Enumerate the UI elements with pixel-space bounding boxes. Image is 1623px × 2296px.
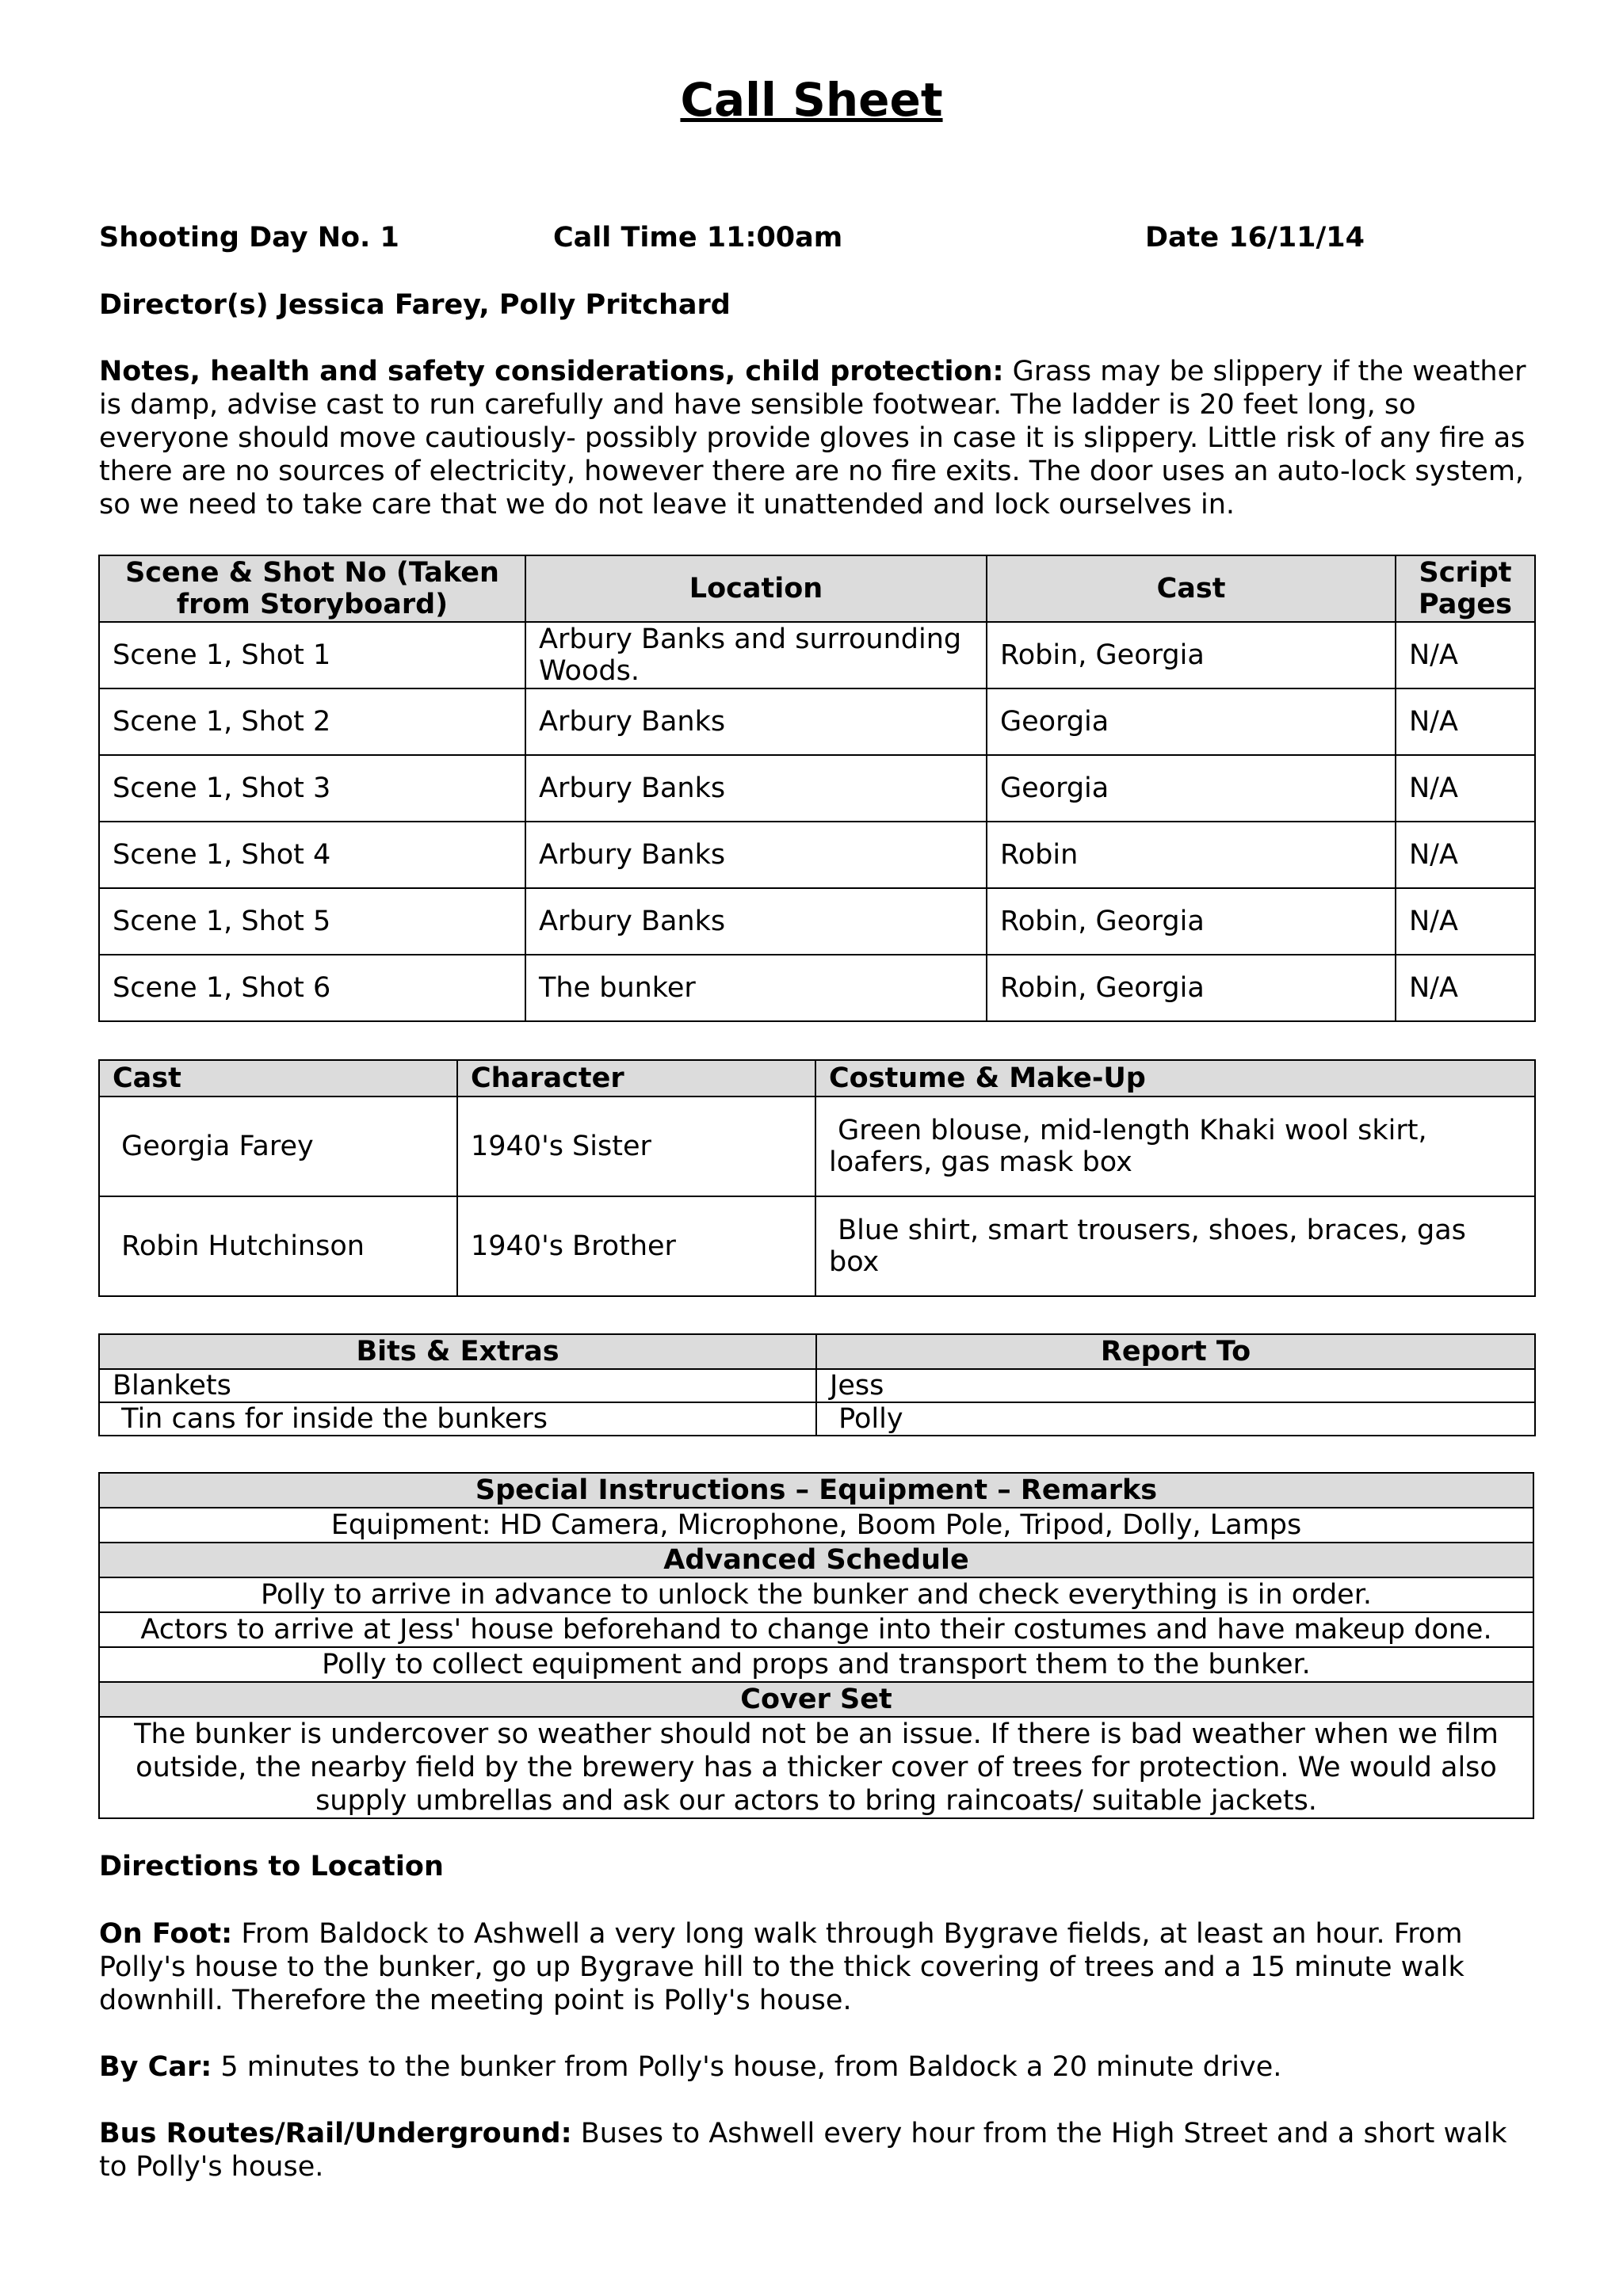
scene-location: Arbury Banks and surrounding Woods. bbox=[525, 622, 987, 688]
scene-shot: Scene 1, Shot 1 bbox=[99, 622, 525, 688]
scenes-header-shot: Scene & Shot No (Taken from Storyboard) bbox=[99, 555, 525, 622]
table-row bbox=[99, 1369, 1535, 1402]
directors: Director(s) Jessica Farey, Polly Pritchard bbox=[99, 289, 731, 321]
table-row bbox=[99, 822, 1535, 888]
cast-header-row bbox=[99, 1060, 1535, 1097]
scene-cast: Georgia bbox=[987, 755, 1396, 822]
cast-costume: Green blouse, mid-length Khaki wool skirt, loafers, gas mask box bbox=[815, 1097, 1535, 1196]
scene-cast: Robin, Georgia bbox=[987, 888, 1396, 955]
on-foot-text: From Baldock to Ashwell a very long walk through Bygrave fields, at least an hour. From Polly's house to the bunker, go up Bygrave hill to the thick covering of trees and a 15 minute walk downhill. Therefore the meeting point is Polly's house. bbox=[99, 1918, 1465, 2016]
scene-shot: Scene 1, Shot 5 bbox=[99, 888, 525, 955]
scene-cast: Georgia bbox=[987, 688, 1396, 755]
cast-header-character: Character bbox=[457, 1060, 815, 1097]
schedule-heading: Advanced Schedule bbox=[99, 1543, 1533, 1577]
extras-header-bits: Bits & Extras bbox=[99, 1334, 816, 1369]
cast-costume: Blue shirt, smart trousers, shoes, braces, gas box bbox=[815, 1196, 1535, 1296]
extras-table bbox=[98, 1333, 1536, 1436]
notes-text: Grass may be slippery if the weather is damp, advise cast to run carefully and have sensible footwear. The ladder is 20 feet long, so everyone should move cautiously- possibly provide gloves in case it is slippery. Little risk of any fire as there are no sources of electricity, however there are no fire exits. The door uses an auto-lock system, so we need to take care that we do not leave it unattended and lock ourselves in. bbox=[99, 356, 1526, 521]
scenes-header-row bbox=[99, 555, 1535, 622]
scene-pages: N/A bbox=[1396, 955, 1535, 1021]
page-title: Call Sheet bbox=[680, 73, 943, 127]
by-car-label: By Car: bbox=[99, 2051, 212, 2083]
shooting-day: Shooting Day No. 1 bbox=[99, 222, 399, 254]
special-instructions-table bbox=[98, 1472, 1534, 1819]
extras-header-row bbox=[99, 1334, 1535, 1369]
cast-header-cast: Cast bbox=[99, 1060, 457, 1097]
cover-set-text: The bunker is undercover so weather should not be an issue. If there is bad weather when we film outside, the nearby field by the brewery has a thicker cover of trees for protection. We would also supply umbrellas and ask our actors to bring raincoats/ suitable jackets. bbox=[99, 1717, 1533, 1818]
by-car-paragraph bbox=[99, 2050, 1533, 2084]
scene-location: Arbury Banks bbox=[525, 755, 987, 822]
bus-label: Bus Routes/Rail/Underground: bbox=[99, 2118, 572, 2149]
schedule-item: Actors to arrive at Jess' house beforehand to change into their costumes and have makeup done. bbox=[99, 1612, 1533, 1647]
schedule-item: Polly to collect equipment and props and transport them to the bunker. bbox=[99, 1647, 1533, 1682]
cast-character: 1940's Brother bbox=[457, 1196, 815, 1296]
cast-table bbox=[98, 1059, 1536, 1297]
cast-name: Georgia Farey bbox=[99, 1097, 457, 1196]
by-car-text: 5 minutes to the bunker from Polly's house, from Baldock a 20 minute drive. bbox=[220, 2051, 1282, 2083]
on-foot-label: On Foot: bbox=[99, 1918, 233, 1950]
special-heading: Special Instructions – Equipment – Remarks bbox=[99, 1473, 1533, 1508]
call-time: Call Time 11:00am bbox=[553, 222, 843, 254]
extra-item: Blankets bbox=[99, 1369, 816, 1402]
scene-pages: N/A bbox=[1396, 822, 1535, 888]
scene-shot: Scene 1, Shot 4 bbox=[99, 822, 525, 888]
extra-report-to: Polly bbox=[816, 1402, 1535, 1436]
scenes-header-cast: Cast bbox=[987, 555, 1396, 622]
scene-pages: N/A bbox=[1396, 688, 1535, 755]
scene-location: Arbury Banks bbox=[525, 688, 987, 755]
cover-set-heading: Cover Set bbox=[99, 1682, 1533, 1717]
scene-location: The bunker bbox=[525, 955, 987, 1021]
scene-shot: Scene 1, Shot 6 bbox=[99, 955, 525, 1021]
table-row bbox=[99, 888, 1535, 955]
directions-heading: Directions to Location bbox=[99, 1851, 444, 1882]
bus-paragraph bbox=[99, 2117, 1533, 2183]
table-row bbox=[99, 955, 1535, 1021]
cast-name: Robin Hutchinson bbox=[99, 1196, 457, 1296]
extra-report-to: Jess bbox=[816, 1369, 1535, 1402]
on-foot-paragraph bbox=[99, 1917, 1533, 2017]
extra-item: Tin cans for inside the bunkers bbox=[99, 1402, 816, 1436]
scene-cast: Robin, Georgia bbox=[987, 622, 1396, 688]
scene-shot: Scene 1, Shot 2 bbox=[99, 688, 525, 755]
cast-header-costume: Costume & Make-Up bbox=[815, 1060, 1535, 1097]
table-row bbox=[99, 1196, 1535, 1296]
shoot-date: Date 16/11/14 bbox=[1145, 222, 1365, 254]
scene-pages: N/A bbox=[1396, 755, 1535, 822]
bus-text: Buses to Ashwell every hour from the High Street and a short walk to Polly's house. bbox=[99, 2118, 1507, 2183]
scene-location: Arbury Banks bbox=[525, 822, 987, 888]
table-row bbox=[99, 622, 1535, 688]
table-row bbox=[99, 1402, 1535, 1436]
extras-header-report: Report To bbox=[816, 1334, 1535, 1369]
notes-paragraph bbox=[99, 355, 1533, 521]
scenes-header-pages: Script Pages bbox=[1396, 555, 1535, 622]
table-row bbox=[99, 1097, 1535, 1196]
table-row bbox=[99, 755, 1535, 822]
table-row bbox=[99, 688, 1535, 755]
scene-cast: Robin, Georgia bbox=[987, 955, 1396, 1021]
scene-pages: N/A bbox=[1396, 622, 1535, 688]
cast-character: 1940's Sister bbox=[457, 1097, 815, 1196]
equipment-list: Equipment: HD Camera, Microphone, Boom Pole, Tripod, Dolly, Lamps bbox=[99, 1508, 1533, 1543]
schedule-item: Polly to arrive in advance to unlock the bunker and check everything is in order. bbox=[99, 1577, 1533, 1612]
scene-pages: N/A bbox=[1396, 888, 1535, 955]
scenes-header-location: Location bbox=[525, 555, 987, 622]
scene-location: Arbury Banks bbox=[525, 888, 987, 955]
notes-label: Notes, health and safety considerations, child protection: bbox=[99, 356, 1004, 387]
scene-cast: Robin bbox=[987, 822, 1396, 888]
scene-shot: Scene 1, Shot 3 bbox=[99, 755, 525, 822]
scenes-table bbox=[98, 555, 1536, 1022]
